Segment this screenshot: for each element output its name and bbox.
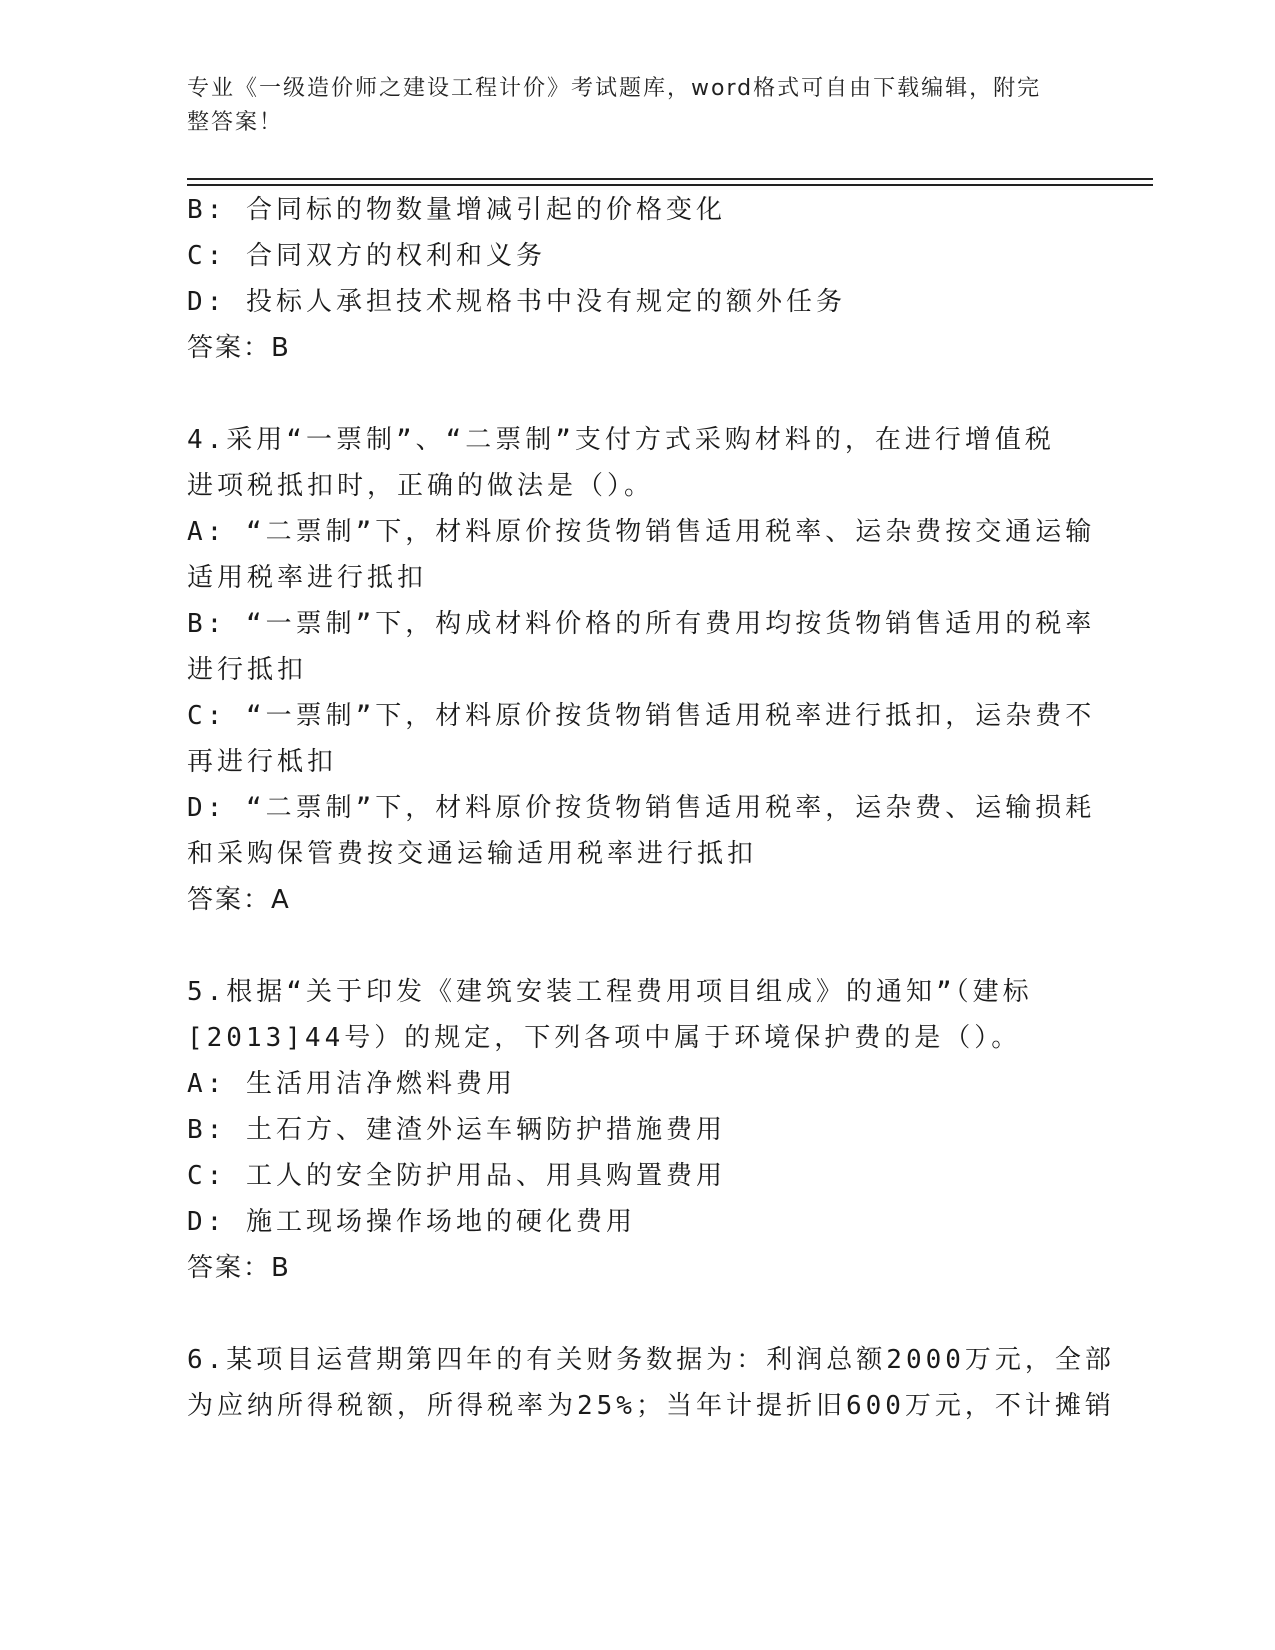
question-stem-line: 进项税抵扣时，正确的做法是（）。 bbox=[187, 471, 655, 501]
option-c-cont: 再进行柢扣 bbox=[187, 747, 338, 777]
document-header bbox=[187, 72, 1067, 140]
spacer bbox=[187, 923, 1087, 969]
header-line-2: 整答案！ bbox=[187, 110, 284, 135]
option-d: D: 投标人承担技术规格书中没有规定的额外任务 bbox=[187, 287, 846, 317]
header-divider-top bbox=[187, 178, 1153, 180]
question-stem-line: 4.采用“一票制”、“二票制”支付方式采购材料的，在进行增值税 bbox=[187, 425, 1055, 455]
option-a: A: “二票制”下，材料原价按货物销售适用税率、运杂费按交通运输 bbox=[187, 517, 1096, 547]
option-d-cont: 和采购保管费按交通运输适用税率进行抵扣 bbox=[187, 839, 758, 869]
question-stem-line: [2013]44号）的规定，下列各项中属于环境保护费的是（）。 bbox=[187, 1023, 1022, 1053]
option-b: B: 土石方、建渣外运车辆防护措施费用 bbox=[187, 1115, 726, 1145]
question-stem-line: 为应纳所得税额，所得税率为25%；当年计提折旧600万元，不计摊销 bbox=[187, 1391, 1115, 1421]
option-d: D: “二票制”下，材料原价按货物销售适用税率，运杂费、运输损耗 bbox=[187, 793, 1096, 823]
question-stem-line: 5.根据“关于印发《建筑安装工程费用项目组成》的通知”（建标 bbox=[187, 977, 1033, 1007]
option-c: C: 合同双方的权利和义务 bbox=[187, 241, 546, 271]
option-b: B: “一票制”下，构成材料价格的所有费用均按货物销售适用的税率 bbox=[187, 609, 1096, 639]
question-5 bbox=[187, 969, 1087, 1291]
question-3 bbox=[187, 187, 1087, 371]
option-b: B: 合同标的物数量增减引起的价格变化 bbox=[187, 195, 726, 225]
header-line-1: 专业《一级造价师之建设工程计价》考试题库，word格式可自由下载编辑，附完 bbox=[187, 76, 1042, 101]
option-b-cont: 进行抵扣 bbox=[187, 655, 308, 685]
option-c: C: “一票制”下，材料原价按货物销售适用税率进行抵扣，运杂费不 bbox=[187, 701, 1096, 731]
answer: 答案：B bbox=[187, 333, 291, 363]
spacer bbox=[187, 371, 1087, 417]
question-content bbox=[187, 187, 1115, 1429]
option-d: D: 施工现场操作场地的硬化费用 bbox=[187, 1207, 636, 1237]
header-divider-bottom bbox=[187, 184, 1153, 186]
option-a-cont: 适用税率进行抵扣 bbox=[187, 563, 428, 593]
question-6 bbox=[187, 1337, 1115, 1429]
question-4 bbox=[187, 417, 1096, 923]
question-stem-line: 6.某项目运营期第四年的有关财务数据为：利润总额2000万元，全部 bbox=[187, 1345, 1115, 1375]
answer: 答案：A bbox=[187, 885, 291, 915]
option-a: A: 生活用洁净燃料费用 bbox=[187, 1069, 516, 1099]
answer: 答案：B bbox=[187, 1253, 291, 1283]
option-c: C: 工人的安全防护用品、用具购置费用 bbox=[187, 1161, 726, 1191]
spacer bbox=[187, 1291, 1087, 1337]
